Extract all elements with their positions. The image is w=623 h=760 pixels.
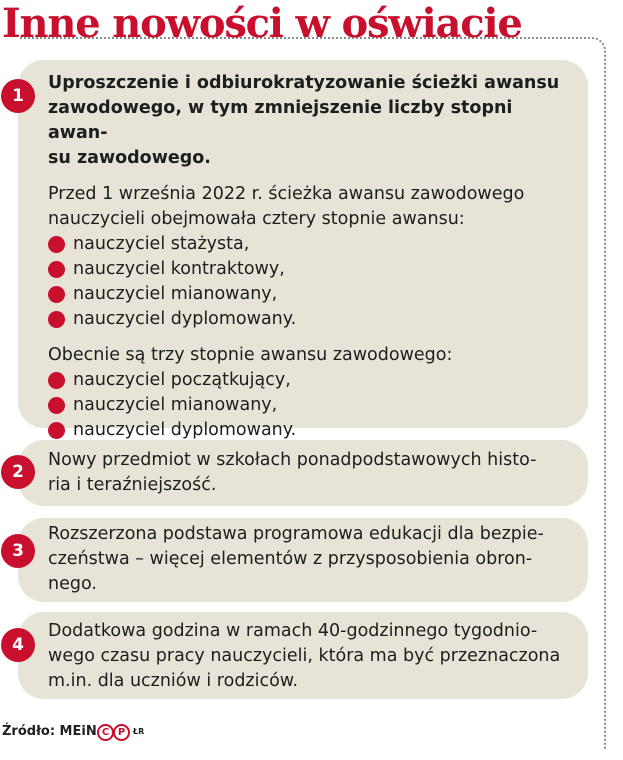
number-badge-2: 2 xyxy=(1,455,35,489)
list-item xyxy=(48,368,568,393)
text-line: wego czasu pracy nauczycieli, która ma być przeznaczona xyxy=(48,646,561,666)
before-intro xyxy=(48,182,568,232)
page-title: Inne nowości w oświacie xyxy=(2,0,522,47)
text-line: Dodatkowa godzina w ramach 40-godzinnego tygodnio- xyxy=(48,621,538,641)
list-item xyxy=(48,307,568,332)
text-line: nego. xyxy=(48,574,97,594)
card-3-text xyxy=(48,522,568,597)
red-dot-icon xyxy=(48,236,65,253)
text-line: Nowy przedmiot w szkołach ponadpodstawowych histo- xyxy=(48,450,537,470)
red-dot-icon xyxy=(48,261,65,278)
copyright-c-icon: C xyxy=(97,724,114,741)
before-list xyxy=(48,232,568,332)
intro-line: nauczycieli obejmowała cztery stopnie awansu: xyxy=(48,209,465,229)
list-item xyxy=(48,393,568,418)
now-list xyxy=(48,368,568,443)
number-badge-4: 4 xyxy=(1,628,35,662)
card-4-text xyxy=(48,619,568,694)
text-line: ria i teraźniejszość. xyxy=(48,475,217,495)
text-line: Rozszerzona podstawa programowa edukacji dla bezpie- xyxy=(48,524,544,544)
lead-line: Uproszczenie i odbiurokratyzowanie ścieżki awansu xyxy=(48,73,560,93)
red-dot-icon xyxy=(48,372,65,389)
author-initials: ŁR xyxy=(133,727,145,736)
list-item xyxy=(48,232,568,257)
source-credit: Źródło: MEiN xyxy=(2,724,97,739)
lead-line: zawodowego, w tym zmniejszenie liczby stopni awan- xyxy=(48,98,513,143)
lead-line: su zawodowego. xyxy=(48,148,211,168)
list-item-text: nauczyciel dyplomowany. xyxy=(73,420,297,440)
card-1-lead xyxy=(48,71,568,171)
list-item-text: nauczyciel mianowany, xyxy=(73,284,278,304)
red-dot-icon xyxy=(48,422,65,439)
red-dot-icon xyxy=(48,311,65,328)
number-badge-3: 3 xyxy=(1,534,35,568)
list-item-text: nauczyciel mianowany, xyxy=(73,395,278,415)
list-item-text: nauczyciel dyplomowany. xyxy=(73,309,297,329)
list-item-text: nauczyciel początkujący, xyxy=(73,370,291,390)
card-3 xyxy=(12,518,588,602)
copyright-p-icon: P xyxy=(113,724,130,741)
now-intro: Obecnie są trzy stopnie awansu zawodowego: xyxy=(48,345,453,365)
text-line: m.in. dla uczniów i rodziców. xyxy=(48,671,299,691)
red-dot-icon xyxy=(48,397,65,414)
number-badge-1: 1 xyxy=(1,79,35,113)
card-4 xyxy=(12,612,588,699)
list-item xyxy=(48,257,568,282)
card-1 xyxy=(12,60,588,440)
intro-line: Przed 1 września 2022 r. ścieżka awansu zawodowego xyxy=(48,184,525,204)
card-2 xyxy=(12,440,588,506)
list-item-text: nauczyciel stażysta, xyxy=(73,234,250,254)
text-line: czeństwa – więcej elementów z przysposobienia obron- xyxy=(48,549,533,569)
red-dot-icon xyxy=(48,286,65,303)
card-2-text xyxy=(48,448,568,498)
list-item xyxy=(48,282,568,307)
list-item-text: nauczyciel kontraktowy, xyxy=(73,259,285,279)
